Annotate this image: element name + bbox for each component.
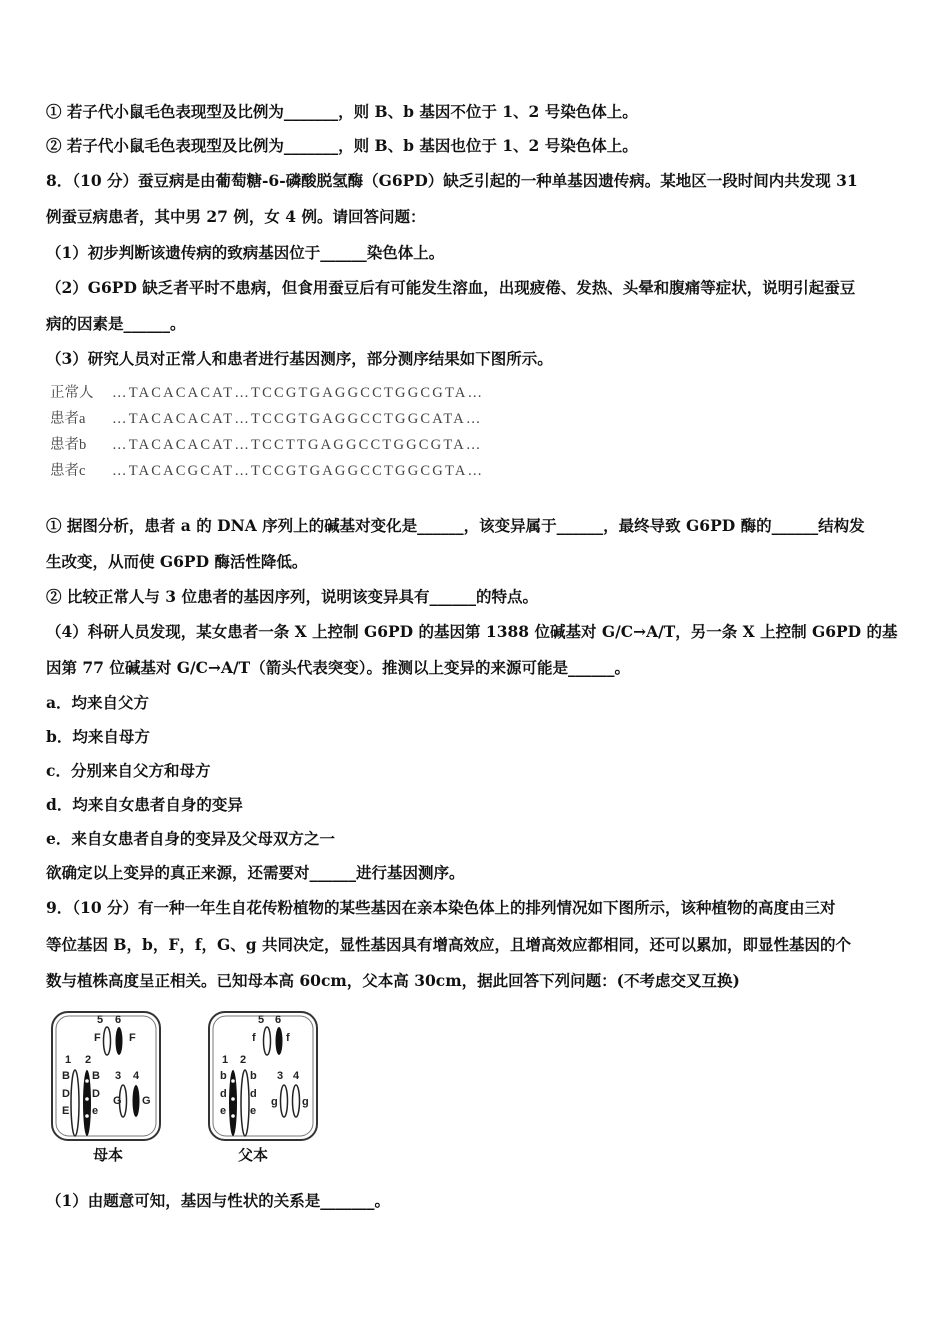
mother-caption: 母本 — [93, 1146, 124, 1164]
sequence-right: TCCGTGAGGCCTGGCGTA… — [251, 385, 485, 401]
gene-label: F — [94, 1032, 101, 1044]
sequence-left: …TACACACAT… — [112, 385, 252, 401]
chromosome-number: 5 — [97, 1014, 104, 1026]
gene-label: d — [250, 1088, 257, 1100]
gene-label: d — [220, 1088, 227, 1100]
chromosome-number: 6 — [115, 1014, 122, 1026]
chromosome-6 — [116, 1027, 123, 1055]
question-8-part-3: （3）研究人员对正常人和患者进行基因测序，部分测序结果如下图所示。 — [46, 349, 553, 368]
sequence-label: 患者a — [50, 411, 86, 427]
gene-label: f — [286, 1032, 290, 1044]
question-9-stem-cont: 等位基因 B，b，F，f，G、g 共同决定，显性基因具有增高效应，且增高效应都相同，还可以累加，即显性基因的个 — [46, 935, 851, 954]
chromosome-1 — [71, 1070, 79, 1136]
question-8-part-2-cont: 病的因素是______。 — [46, 314, 186, 333]
father-caption: 父本 — [238, 1146, 269, 1164]
chromosome-3 — [281, 1085, 288, 1117]
chromosome-number: 6 — [275, 1014, 282, 1026]
question-9-stem-cont2: 数与植株高度呈正相关。已知母本高 60cm，父本高 30cm，据此回答下列问题：(不考虑交叉互换) — [46, 971, 740, 990]
chromosome-number: 2 — [85, 1054, 92, 1066]
sequence-right: TCCGTGAGGCCTGGCGTA… — [251, 463, 485, 479]
chromosome-4 — [133, 1085, 140, 1117]
option-e: e．来自女患者自身的变异及父母双方之一 — [46, 829, 335, 848]
question-9-stem: 9．（10 分）有一种一年生自花传粉植物的某些基因在亲本染色体上的排列情况如下图所示，该种植物的高度由三对 — [46, 898, 836, 917]
chromosome-number: 5 — [258, 1014, 265, 1026]
chromosome-figure — [45, 1008, 335, 1173]
sequence-row — [50, 407, 483, 428]
question-8-sub-1: ① 据图分析，患者 a 的 DNA 序列上的碱基对变化是______，该变异属于______，最终导致 G6PD 酶的______结构发 — [46, 516, 865, 535]
gene-label: e — [220, 1105, 227, 1117]
text-line-2: ② 若子代小鼠毛色表现型及比例为_______，则 B、b 基因也位于 1、2 号染色体上。 — [46, 136, 638, 155]
gene-label: e — [92, 1105, 99, 1117]
sequence-label: 患者c — [50, 463, 86, 479]
chromosome-number: 4 — [293, 1070, 300, 1082]
question-9-part-1: （1）由题意可知，基因与性状的关系是_______。 — [46, 1191, 391, 1210]
question-8-part-4: （4）科研人员发现，某女患者一条 X 上控制 G6PD 的基因第 1388 位碱基对 G/C→A/T，另一条 X 上控制 G6PD 的基 — [46, 622, 898, 641]
father-cell — [209, 1012, 317, 1140]
gene-label: e — [250, 1105, 257, 1117]
gene-label: D — [62, 1088, 70, 1100]
sequence-row — [50, 459, 484, 480]
question-8-part-2: （2）G6PD 缺乏者平时不患病，但食用蚕豆后有可能发生溶血，出现疲倦、发热、头晕和腹痛等症状，说明引起蚕豆 — [46, 278, 856, 297]
chromosome-number: 4 — [133, 1070, 140, 1082]
question-8-final: 欲确定以上变异的真正来源，还需要对______进行基因测序。 — [46, 863, 465, 882]
chromosome-5 — [264, 1027, 271, 1055]
mother-cell — [52, 1012, 160, 1140]
sequence-label: 正常人 — [50, 385, 94, 401]
sequence-row — [50, 381, 484, 402]
question-8-part-1: （1）初步判断该遗传病的致病基因位于______染色体上。 — [46, 243, 445, 262]
gene-label: F — [129, 1032, 136, 1044]
gene-label: G — [142, 1095, 151, 1107]
option-d: d．均来自女患者自身的变异 — [46, 795, 243, 814]
sequence-left: …TACACGCAT… — [112, 463, 252, 479]
question-8-stem-cont: 例蚕豆病患者，其中男 27 例，女 4 例。请回答问题： — [46, 207, 426, 226]
sequence-left: …TACACACAT… — [112, 437, 252, 453]
gene-label: B — [92, 1070, 100, 1082]
sequence-label: 患者b — [50, 437, 87, 453]
chromosome-number: 3 — [277, 1070, 284, 1082]
chromosome-5 — [104, 1027, 111, 1055]
option-a: a．均来自父方 — [46, 693, 150, 712]
gene-label: G — [113, 1095, 122, 1107]
sequence-row — [50, 433, 483, 454]
gene-label: f — [252, 1032, 256, 1044]
chromosome-2 — [241, 1070, 249, 1136]
chromosome-number: 3 — [115, 1070, 122, 1082]
gene-label: g — [271, 1096, 278, 1108]
option-b: b．均来自母方 — [46, 727, 150, 746]
chromosome-6 — [276, 1027, 283, 1055]
question-8-part-4-cont: 因第 77 位碱基对 G/C→A/T（箭头代表突变）。推测以上变异的来源可能是______。 — [46, 658, 630, 677]
question-8-stem: 8．（10 分）蚕豆病是由葡萄糖-6-磷酸脱氢酶（G6PD）缺乏引起的一种单基因遗传病。某地区一段时间内共发现 31 — [46, 171, 858, 190]
gene-label: g — [302, 1096, 309, 1108]
gene-label: b — [250, 1070, 257, 1082]
chromosome-number: 1 — [222, 1054, 229, 1066]
question-8-sub-2: ② 比较正常人与 3 位患者的基因序列，说明该变异具有______的特点。 — [46, 587, 538, 606]
question-8-sub-1-cont: 生改变，从而使 G6PD 酶活性降低。 — [46, 552, 308, 571]
sequence-left: …TACACACAT… — [112, 411, 252, 427]
text-line-1: ① 若子代小鼠毛色表现型及比例为_______，则 B、b 基因不位于 1、2 号染色体上。 — [46, 102, 638, 121]
option-c: c．分别来自父方和母方 — [46, 761, 211, 780]
chromosome-number: 2 — [240, 1054, 247, 1066]
sequence-right: TCCTTGAGGCCTGGCGTA… — [251, 437, 483, 453]
gene-label: B — [62, 1070, 70, 1082]
sequence-right: TCCGTGAGGCCTGGCATA… — [251, 411, 483, 427]
chromosome-number: 1 — [65, 1054, 72, 1066]
gene-label: E — [62, 1105, 70, 1117]
chromosome-4 — [293, 1085, 300, 1117]
gene-label: D — [92, 1088, 100, 1100]
gene-label: b — [220, 1070, 227, 1082]
